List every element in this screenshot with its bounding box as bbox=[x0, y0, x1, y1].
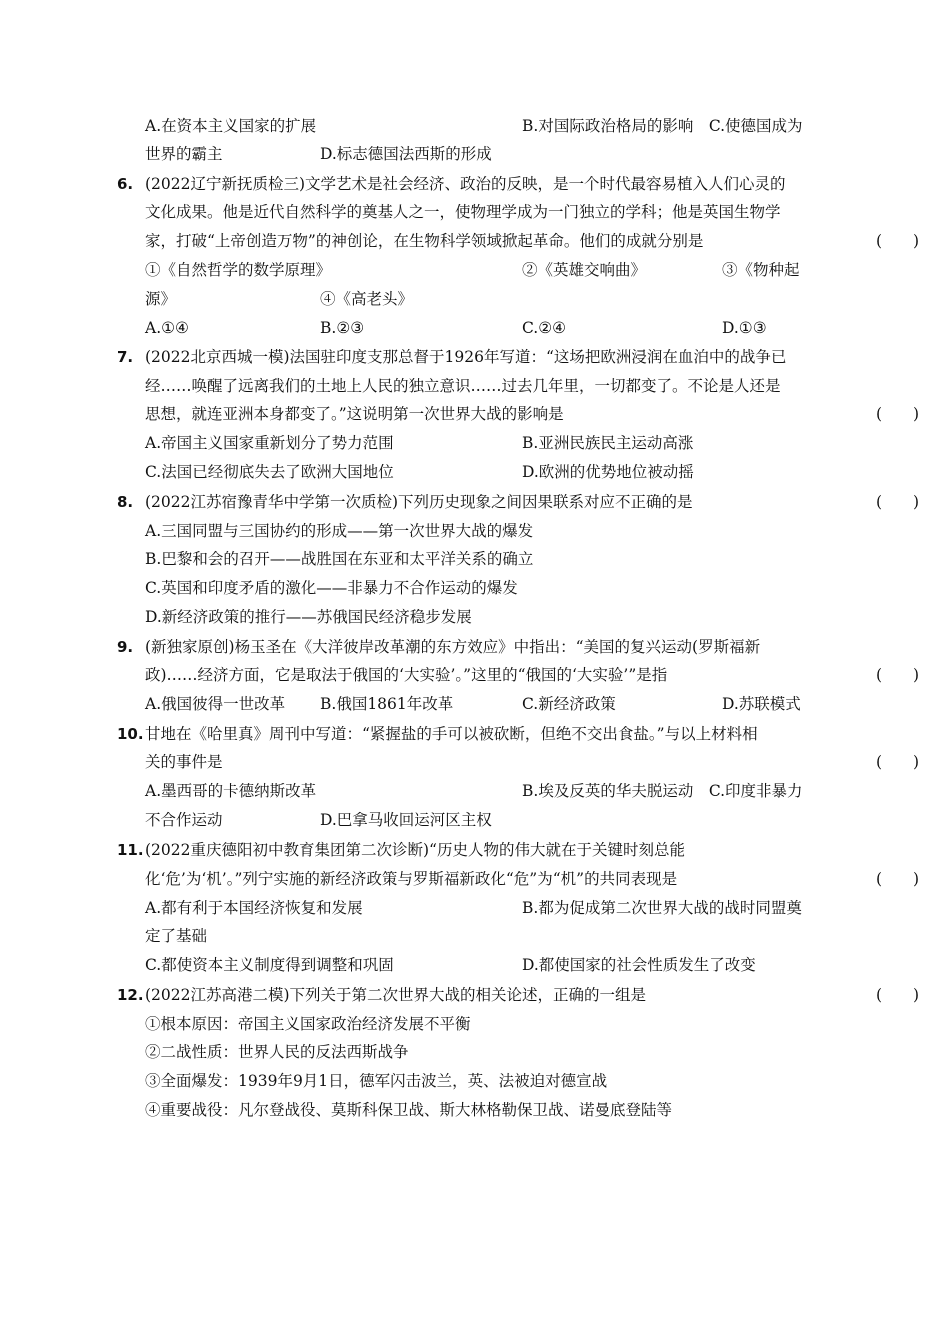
q11-number: 11. bbox=[117, 841, 144, 859]
q6-option-b: B.②③ bbox=[320, 319, 365, 337]
q8-stem-line1: (2022江苏宿豫青华中学第一次质检)下列历史现象之间因果联系对应不正确的是 bbox=[145, 493, 693, 511]
q6-stem-line3: 家，打破“上帝创造万物”的神创论，在生物科学领域掀起革命。他们的成就分别是 bbox=[145, 232, 704, 250]
q10-stem-line2: 关的事件是 bbox=[145, 753, 223, 771]
q11-answer-bracket: ( ) bbox=[876, 870, 920, 888]
q7-number: 7. bbox=[117, 348, 134, 366]
q11-stem-line2: 化‘危’为‘机’。”列宁实施的新经济政策与罗斯福新政化“危”为“机”的共同表现是 bbox=[145, 870, 678, 888]
q12-item-3: ③全面爆发：1939年9月1日，德军闪击波兰，英、法被迫对德宣战 bbox=[145, 1072, 608, 1090]
q9-number: 9. bbox=[117, 638, 134, 656]
q6-item-4: ④《高老头》 bbox=[320, 290, 414, 308]
q9-answer-bracket: ( ) bbox=[876, 666, 920, 684]
q10-answer-bracket: ( ) bbox=[876, 753, 920, 771]
q5-option-a: A.在资本主义国家的扩展 bbox=[145, 117, 317, 135]
q8-number: 8. bbox=[117, 493, 134, 511]
q5-option-c-cont: 世界的霸主 bbox=[145, 145, 223, 163]
q6-option-a: A.①④ bbox=[145, 319, 189, 337]
q7-stem-line1: (2022北京西城一模)法国驻印度支那总督于1926年写道：“这场把欧洲浸润在血泊中的战争已 bbox=[145, 348, 787, 366]
q12-number: 12. bbox=[117, 986, 144, 1004]
q8-option-c: C.英国和印度矛盾的激化——非暴力不合作运动的爆发 bbox=[145, 579, 518, 597]
q7-option-c: C.法国已经彻底失去了欧洲大国地位 bbox=[145, 463, 394, 481]
q10-number: 10. bbox=[117, 725, 144, 743]
q9-stem-line2: 政)……经济方面，它是取法于俄国的‘大实验’。”这里的“俄国的‘大实验’”是指 bbox=[145, 666, 668, 684]
q9-option-b: B.俄国1861年改革 bbox=[320, 695, 454, 713]
q11-option-c: C.都使资本主义制度得到调整和巩固 bbox=[145, 956, 394, 974]
q10-option-a: A.墨西哥的卡德纳斯改革 bbox=[145, 782, 317, 800]
q11-option-d: D.都使国家的社会性质发生了改变 bbox=[522, 956, 756, 974]
q9-stem-line1: (新独家原创)杨玉圣在《大洋彼岸改革潮的东方效应》中指出：“美国的复兴运动(罗斯福新 bbox=[145, 638, 761, 656]
q11-option-a: A.都有利于本国经济恢复和发展 bbox=[145, 899, 363, 917]
q8-answer-bracket: ( ) bbox=[876, 493, 920, 511]
q6-number: 6. bbox=[117, 175, 134, 193]
q6-item-2: ②《英雄交响曲》 bbox=[522, 261, 647, 279]
q6-item-3: ③《物种起 bbox=[722, 261, 800, 279]
q12-item-1: ①根本原因：帝国主义国家政治经济发展不平衡 bbox=[145, 1015, 471, 1033]
q9-option-c: C.新经济政策 bbox=[522, 695, 616, 713]
q7-option-d: D.欧洲的优势地位被动摇 bbox=[522, 463, 694, 481]
q6-stem-line2: 文化成果。他是近代自然科学的奠基人之一，使物理学成为一门独立的学科；他是英国生物学 bbox=[145, 203, 781, 221]
q12-answer-bracket: ( ) bbox=[876, 986, 920, 1004]
q6-item-1: ①《自然哲学的数学原理》 bbox=[145, 261, 332, 279]
q8-option-b: B.巴黎和会的召开——战胜国在东亚和太平洋关系的确立 bbox=[145, 550, 534, 568]
q6-answer-bracket: ( ) bbox=[876, 232, 920, 250]
q8-option-d: D.新经济政策的推行——苏俄国民经济稳步发展 bbox=[145, 608, 472, 626]
q12-stem-line1: (2022江苏高港二模)下列关于第二次世界大战的相关论述，正确的一组是 bbox=[145, 986, 647, 1004]
q9-option-d: D.苏联模式 bbox=[722, 695, 801, 713]
q6-stem-line1: (2022辽宁新抚质检三)文学艺术是社会经济、政治的反映，是一个时代最容易植入人们心灵的 bbox=[145, 175, 786, 193]
q12-item-2: ②二战性质：世界人民的反法西斯战争 bbox=[145, 1043, 409, 1061]
q9-option-a: A.俄国彼得一世改革 bbox=[145, 695, 286, 713]
q11-stem-line1: (2022重庆德阳初中教育集团第二次诊断)“历史人物的伟大就在于关键时刻总能 bbox=[145, 841, 685, 859]
q7-stem-line2: 经……唤醒了远离我们的土地上人民的独立意识……过去几年里，一切都变了。不论是人还是 bbox=[145, 377, 781, 395]
q8-option-a: A.三国同盟与三国协约的形成——第一次世界大战的爆发 bbox=[145, 522, 534, 540]
q6-item-3-cont: 源》 bbox=[145, 290, 177, 308]
q10-stem-line1: 甘地在《哈里真》周刊中写道：“紧握盐的手可以被砍断，但绝不交出食盐。”与以上材料相 bbox=[145, 725, 758, 743]
q6-option-c: C.②④ bbox=[522, 319, 567, 337]
q5-option-d: D.标志德国法西斯的形成 bbox=[320, 145, 492, 163]
q7-stem-line3: 思想，就连亚洲本身都变了。”这说明第一次世界大战的影响是 bbox=[145, 405, 564, 423]
q10-option-c-cont: 不合作运动 bbox=[145, 811, 223, 829]
q6-option-d: D.①③ bbox=[722, 319, 767, 337]
q7-answer-bracket: ( ) bbox=[876, 405, 920, 423]
q7-option-a: A.帝国主义国家重新划分了势力范围 bbox=[145, 434, 394, 452]
q10-option-d: D.巴拿马收回运河区主权 bbox=[320, 811, 492, 829]
q10-option-b-c: B.埃及反英的华夫脱运动 C.印度非暴力 bbox=[522, 782, 803, 800]
q11-option-b: B.都为促成第二次世界大战的战时同盟奠 bbox=[522, 899, 802, 917]
q5-option-b-c: B.对国际政治格局的影响 C.使德国成为 bbox=[522, 117, 803, 135]
q11-option-b-cont: 定了基础 bbox=[145, 927, 208, 945]
q7-option-b: B.亚洲民族民主运动高涨 bbox=[522, 434, 694, 452]
q12-item-4: ④重要战役：凡尔登战役、莫斯科保卫战、斯大林格勒保卫战、诺曼底登陆等 bbox=[145, 1101, 673, 1119]
